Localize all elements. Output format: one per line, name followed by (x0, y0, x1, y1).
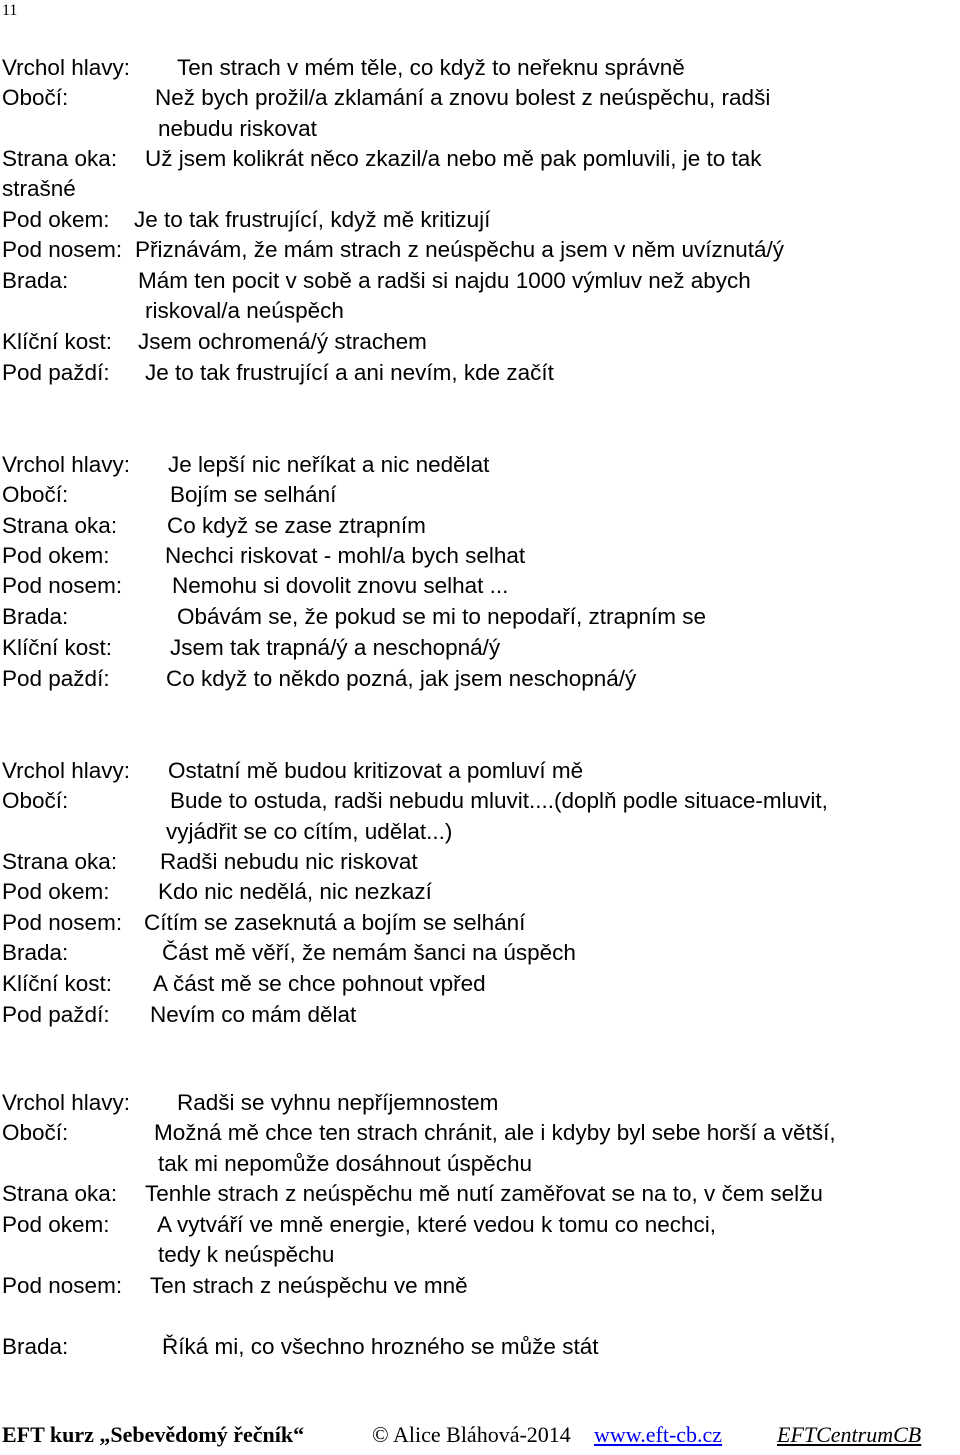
tapping-phrase: Kdo nic nedělá, nic nezkazí (158, 879, 432, 904)
tapping-point-label: Klíční kost: (2, 971, 113, 996)
tapping-phrase: Než bych prožil/a zklamání a znovu bolest z neúspěchu, radši (155, 85, 771, 110)
tapping-point-label: Pod nosem: (2, 910, 123, 935)
footer-centrum-link[interactable]: EFTCentrumCB (777, 1422, 922, 1447)
tapping-point-label: Pod okem: (2, 879, 110, 904)
tapping-point-label: Strana oka: (2, 849, 118, 874)
tapping-phrase: riskoval/a neúspěch (145, 298, 344, 323)
tapping-point-label: Strana oka: (2, 513, 118, 538)
tapping-phrase: Ten strach z neúspěchu ve mně (150, 1273, 468, 1298)
tapping-phrase: Přiznávám, že mám strach z neúspěchu a jsem v něm uvíznutá/ý (135, 237, 785, 262)
tapping-point-label: Klíční kost: (2, 635, 113, 660)
page-number: 11 (2, 2, 18, 19)
tapping-point-label: Obočí: (2, 788, 69, 813)
tapping-point-label: Strana oka: (2, 146, 118, 171)
tapping-phrase: Je to tak frustrující, když mě kritizují (134, 207, 491, 232)
tapping-phrase: vyjádřit se co cítím, udělat...) (166, 819, 453, 844)
tapping-point-label: Klíční kost: (2, 329, 113, 354)
tapping-point-label: Pod okem: (2, 1212, 110, 1237)
tapping-point-label: Pod nosem: (2, 573, 123, 598)
tapping-phrase: Ten strach v mém těle, co když to neřeknu správně (177, 55, 685, 80)
tapping-point-label: Vrchol hlavy: (2, 758, 130, 783)
tapping-phrase: tak mi nepomůže dosáhnout úspěchu (158, 1151, 532, 1176)
tapping-phrase: Radši se vyhnu nepříjemnostem (177, 1090, 499, 1115)
tapping-point-label: Brada: (2, 1334, 69, 1359)
tapping-point-label: Pod nosem: (2, 237, 123, 262)
tapping-phrase: Je to tak frustrující a ani nevím, kde začít (145, 360, 554, 385)
tapping-phrase: Co když se zase ztrapním (167, 513, 426, 538)
tapping-point-label: Obočí: (2, 482, 69, 507)
tapping-point-label: Obočí: (2, 85, 69, 110)
tapping-phrase: Je lepší nic neříkat a nic nedělat (168, 452, 490, 477)
tapping-point-label: Brada: (2, 940, 69, 965)
tapping-phrase: Nevím co mám dělat (150, 1002, 357, 1027)
tapping-point-label: Obočí: (2, 1120, 69, 1145)
tapping-phrase: Jsem ochromená/ý strachem (138, 329, 427, 354)
tapping-point-label: Vrchol hlavy: (2, 452, 130, 477)
tapping-point-label: Vrchol hlavy: (2, 55, 130, 80)
tapping-phrase: Co když to někdo pozná, jak jsem neschopná/ý (166, 666, 637, 691)
tapping-point-label: Vrchol hlavy: (2, 1090, 130, 1115)
tapping-phrase: Říká mi, co všechno hrozného se může stát (162, 1334, 599, 1359)
tapping-phrase: Obávám se, že pokud se mi to nepodaří, ztrapním se (177, 604, 707, 629)
tapping-phrase: Radši nebudu nic riskovat (160, 849, 418, 874)
footer-website-link[interactable]: www.eft-cb.cz (594, 1422, 723, 1447)
tapping-phrase: tedy k neúspěchu (158, 1242, 335, 1267)
tapping-phrase: nebudu riskovat (158, 116, 317, 141)
tapping-phrase: Bojím se selhání (170, 482, 337, 507)
tapping-point-label: Pod paždí: (2, 360, 110, 385)
tapping-phrase: A část mě se chce pohnout vpřed (153, 971, 486, 996)
tapping-phrase: Nechci riskovat - mohl/a bych selhat (165, 543, 526, 568)
tapping-point-label: Pod okem: (2, 207, 110, 232)
tapping-point-label: Brada: (2, 604, 69, 629)
tapping-phrase: Jsem tak trapná/ý a neschopná/ý (170, 635, 501, 660)
footer-course-title: EFT kurz „Sebevědomý řečník“ (2, 1422, 305, 1447)
tapping-phrase: Cítím se zaseknutá a bojím se selhání (144, 910, 526, 935)
tapping-phrase: Ostatní mě budou kritizovat a pomluví mě (168, 758, 584, 783)
tapping-point-label: Strana oka: (2, 1181, 118, 1206)
tapping-phrase: Mám ten pocit v sobě a radši si najdu 1000 výmluv než abych (138, 268, 751, 293)
tapping-phrase: A vytváří ve mně energie, které vedou k tomu co nechci, (157, 1212, 717, 1237)
tapping-phrase: Už jsem kolikrát něco zkazil/a nebo mě pak pomluvili, je to tak (145, 146, 762, 171)
tapping-point-label: Pod nosem: (2, 1273, 123, 1298)
tapping-point-label: Pod paždí: (2, 666, 110, 691)
tapping-point-label: Pod okem: (2, 543, 110, 568)
tapping-point-label: Brada: (2, 268, 69, 293)
tapping-phrase: Nemohu si dovolit znovu selhat ... (172, 573, 509, 598)
tapping-phrase: Tenhle strach z neúspěchu mě nutí zaměřovat se na to, v čem selžu (145, 1181, 823, 1206)
tapping-phrase: strašné (2, 176, 76, 201)
tapping-point-label: Pod paždí: (2, 1002, 110, 1027)
tapping-phrase: Bude to ostuda, radši nebudu mluvit....(doplň podle situace-mluvit, (170, 788, 828, 813)
tapping-phrase: Část mě věří, že nemám šanci na úspěch (162, 940, 576, 965)
tapping-phrase: Možná mě chce ten strach chránit, ale i kdyby byl sebe horší a větší, (154, 1120, 836, 1145)
footer-copyright: © Alice Bláhová-2014 (372, 1422, 571, 1447)
